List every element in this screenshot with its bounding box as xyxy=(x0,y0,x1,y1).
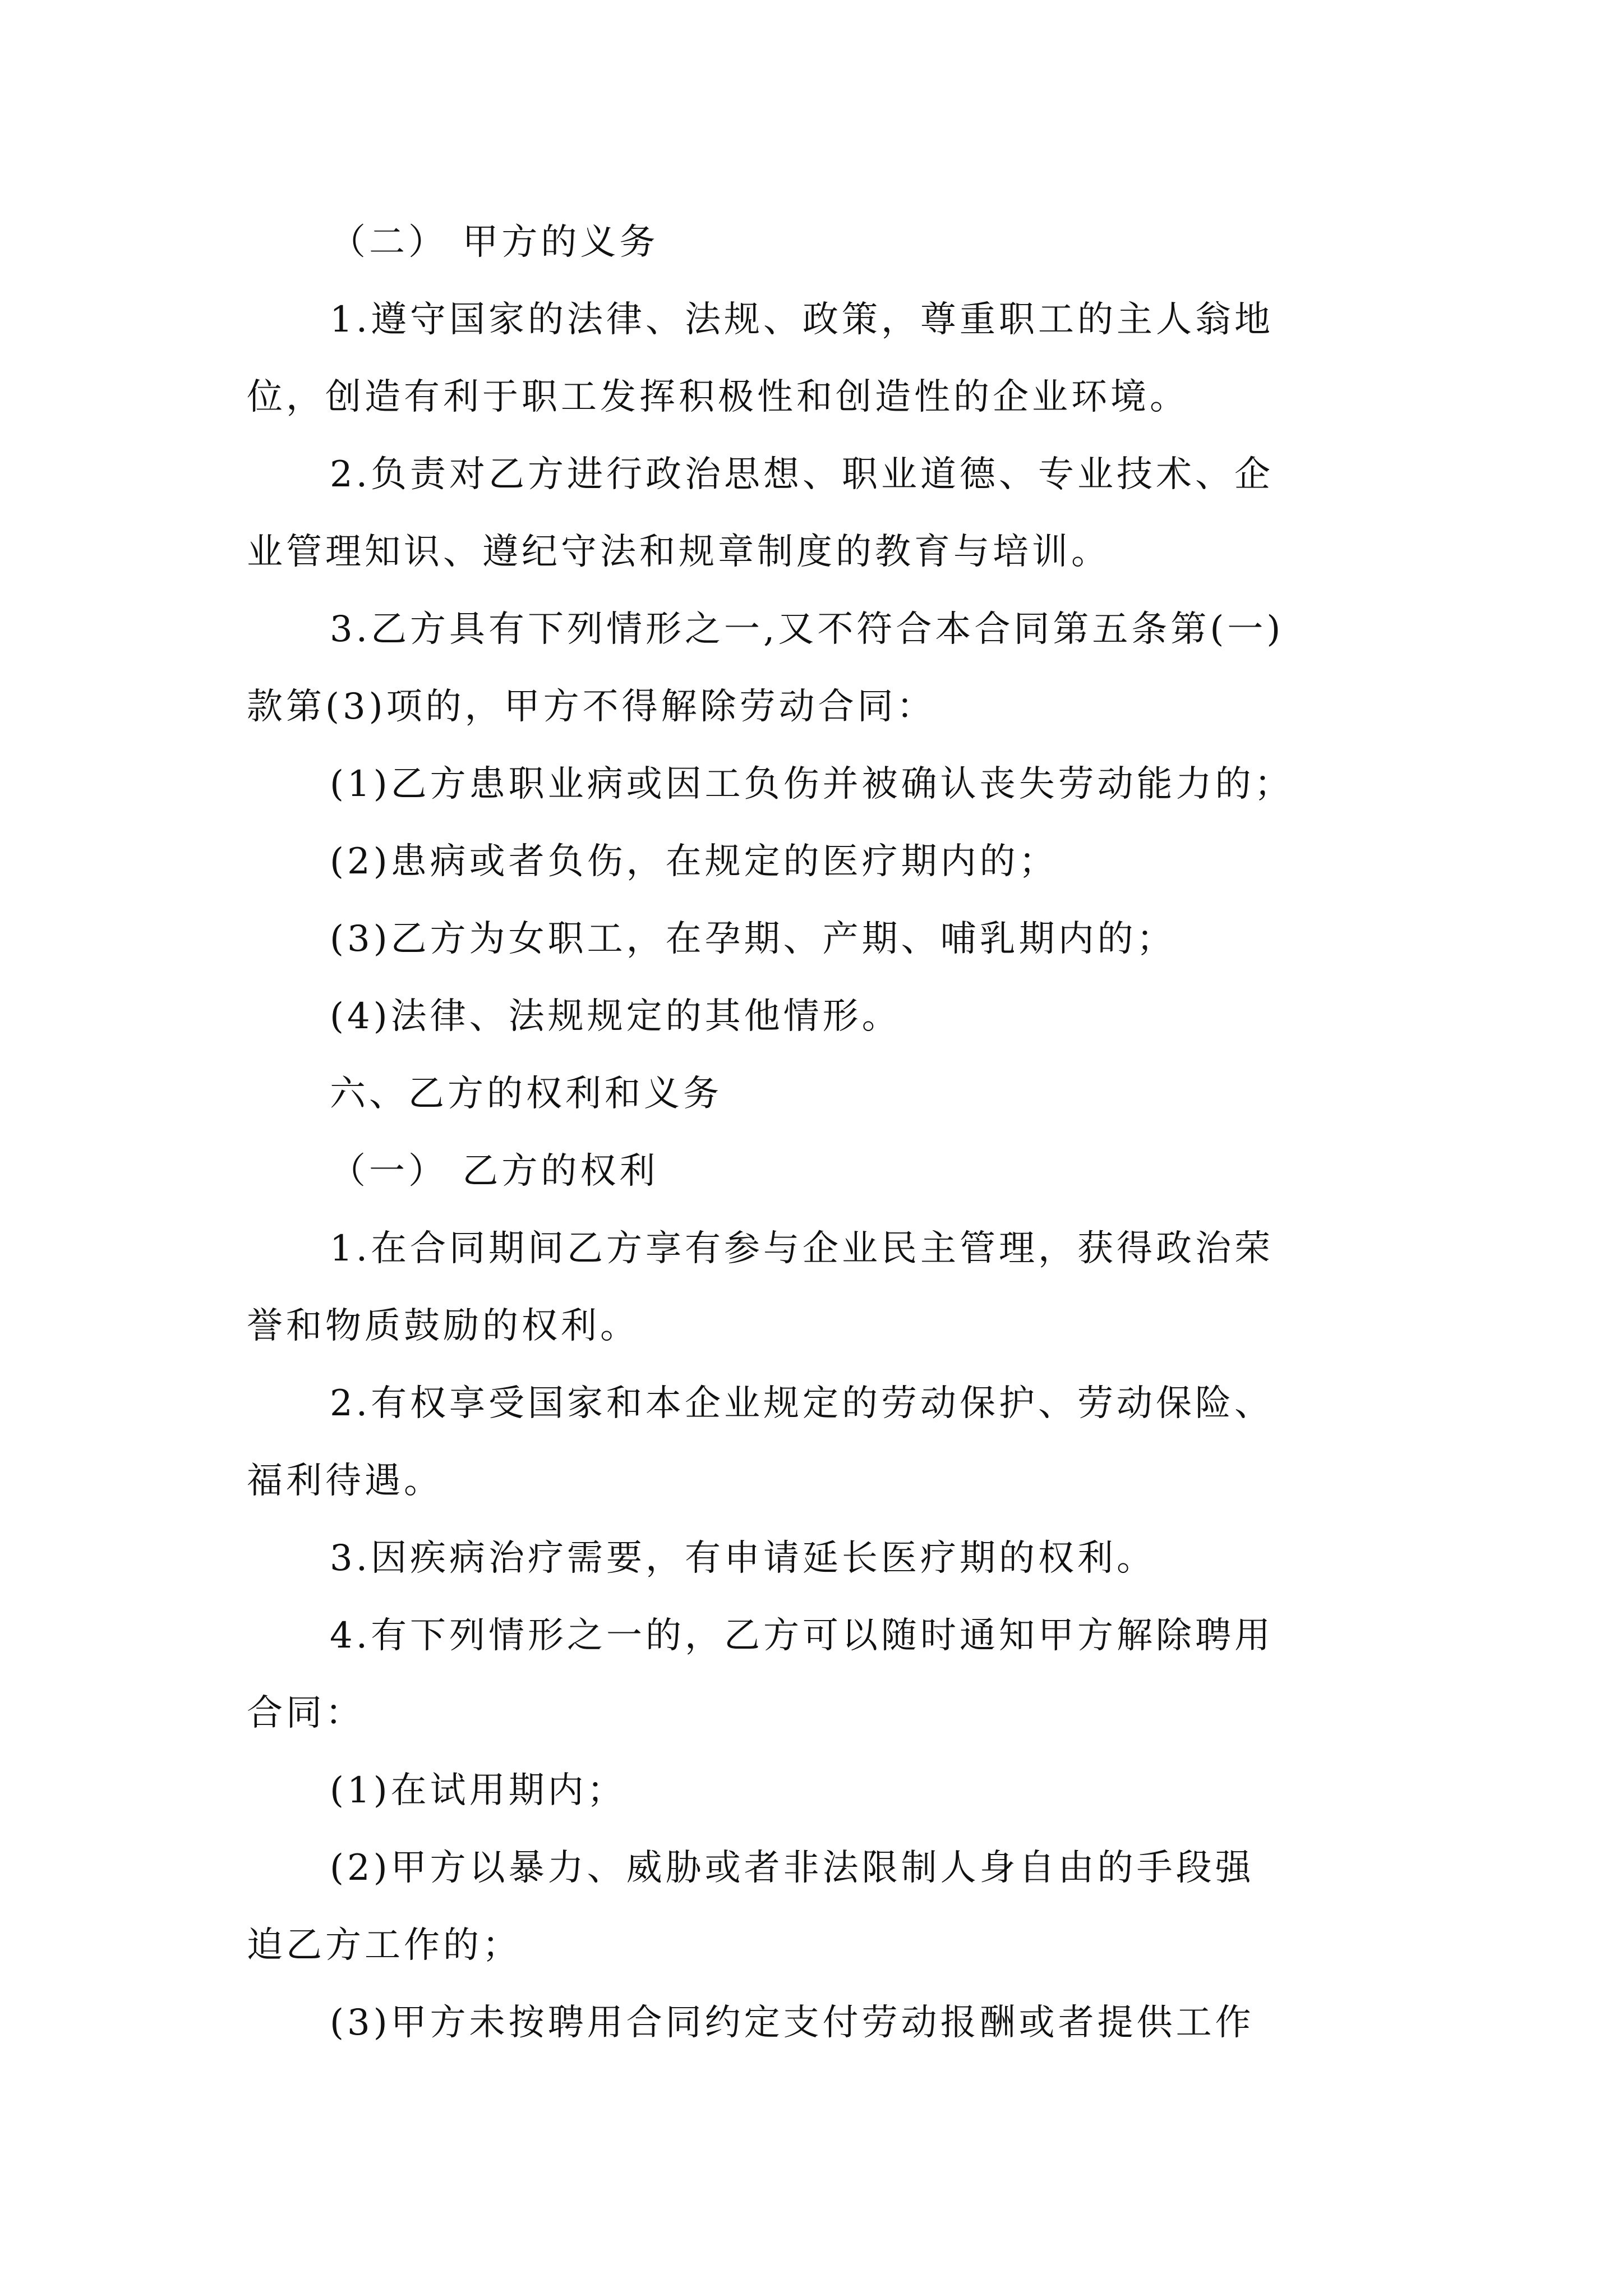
paragraph-line: 2.有权享受国家和本企业规定的劳动保护、劳动保险、 xyxy=(330,1383,1274,1424)
paragraph-line: 位，创造有利于职工发挥积极性和创造性的企业环境。 xyxy=(247,376,1189,418)
paragraph-line: 2.负责对乙方进行政治思想、职业道德、专业技术、企 xyxy=(330,454,1274,495)
section-heading-party-b-rights: （一） 乙方的权利 xyxy=(330,1151,659,1192)
paragraph-line: 合同： xyxy=(247,1692,365,1734)
list-item-line: (4)法律、法规规定的其他情形。 xyxy=(330,996,901,1037)
list-item-line: 迫乙方工作的； xyxy=(247,1925,522,1966)
paragraph-line: 款第(3)项的，甲方不得解除劳动合同： xyxy=(247,686,936,728)
list-item-line: (3)甲方未按聘用合同约定支付劳动报酬或者提供工作 xyxy=(330,2002,1255,2044)
paragraph-line: 3.乙方具有下列情形之一,又不符合本合同第五条第(一) xyxy=(330,609,1284,650)
paragraph-line: 业管理知识、遵纪守法和规章制度的教育与培训。 xyxy=(247,531,1110,573)
list-item-line: (2)患病或者负伤，在规定的医疗期内的； xyxy=(330,841,1058,882)
list-item-line: (2)甲方以暴力、威胁或者非法限制人身自由的手段强 xyxy=(330,1847,1255,1889)
list-item-line: (1)在试用期内； xyxy=(330,1770,626,1811)
paragraph-line: 1.在合同期间乙方享有参与企业民主管理，获得政治荣 xyxy=(330,1228,1274,1269)
section-heading-party-a-obligations: （二） 甲方的义务 xyxy=(330,222,659,263)
paragraph-line: 4.有下列情形之一的，乙方可以随时通知甲方解除聘用 xyxy=(330,1615,1274,1657)
list-item-line: (1)乙方患职业病或因工负伤并被确认丧失劳动能力的； xyxy=(330,763,1294,805)
section-heading-party-b-rights-obligations: 六、乙方的权利和义务 xyxy=(330,1073,722,1115)
paragraph-line: 誉和物质鼓励的权利。 xyxy=(247,1305,639,1347)
paragraph-line: 福利待遇。 xyxy=(247,1460,443,1502)
list-item-line: (3)乙方为女职工，在孕期、产期、哺乳期内的； xyxy=(330,918,1176,960)
paragraph-line: 3.因疾病治疗需要，有申请延长医疗期的权利。 xyxy=(330,1538,1156,1579)
paragraph-line: 1.遵守国家的法律、法规、政策，尊重职工的主人翁地 xyxy=(330,299,1274,341)
